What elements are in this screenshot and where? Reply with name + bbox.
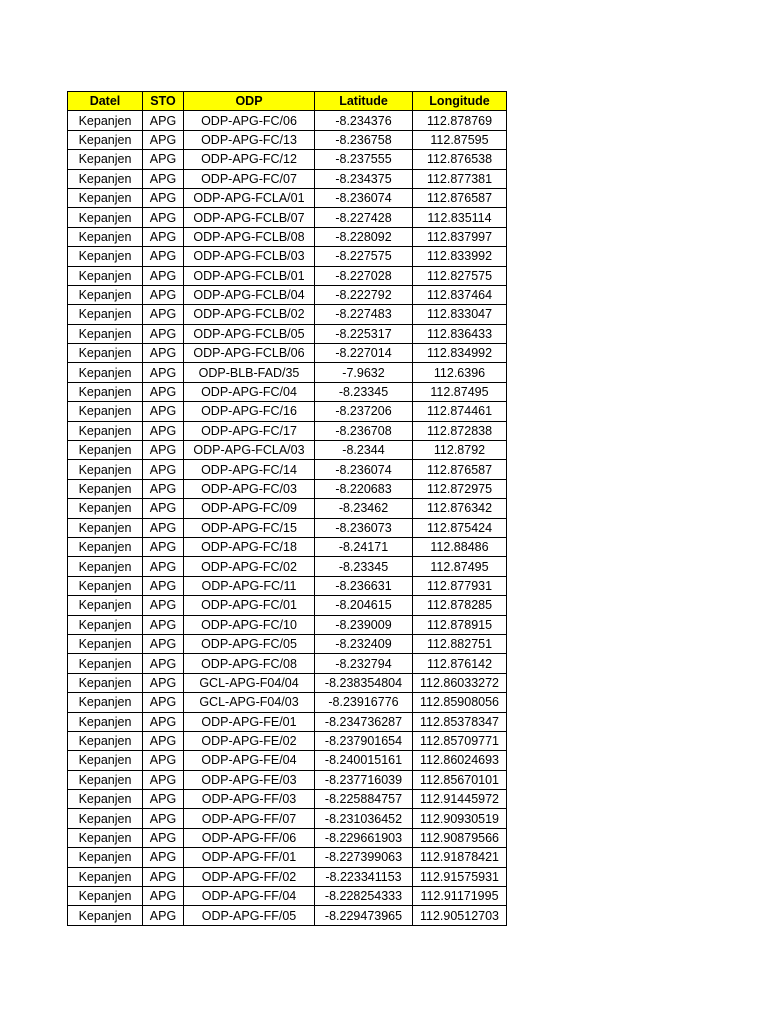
cell-sto: APG	[143, 382, 184, 401]
table-row	[68, 557, 507, 576]
cell-longitude: 112.876538	[413, 150, 507, 169]
cell-longitude: 112.90512703	[413, 906, 507, 925]
cell-longitude: 112.874461	[413, 402, 507, 421]
cell-odp: ODP-APG-FC/08	[184, 654, 315, 673]
cell-longitude: 112.837464	[413, 285, 507, 304]
cell-datel: Kepanjen	[68, 654, 143, 673]
table-row	[68, 518, 507, 537]
cell-longitude: 112.87595	[413, 130, 507, 149]
cell-longitude: 112.833992	[413, 247, 507, 266]
cell-latitude: -8.23916776	[315, 693, 413, 712]
cell-sto: APG	[143, 169, 184, 188]
table-row	[68, 654, 507, 673]
cell-odp: ODP-BLB-FAD/35	[184, 363, 315, 382]
cell-latitude: -8.225317	[315, 324, 413, 343]
cell-longitude: 112.827575	[413, 266, 507, 285]
cell-sto: APG	[143, 537, 184, 556]
odp-location-table	[67, 91, 507, 926]
cell-odp: ODP-APG-FE/03	[184, 770, 315, 789]
cell-odp: ODP-APG-FC/02	[184, 557, 315, 576]
table-row	[68, 576, 507, 595]
cell-longitude: 112.872838	[413, 421, 507, 440]
cell-longitude: 112.836433	[413, 324, 507, 343]
cell-sto: APG	[143, 324, 184, 343]
cell-longitude: 112.835114	[413, 208, 507, 227]
cell-latitude: -8.228254333	[315, 887, 413, 906]
cell-datel: Kepanjen	[68, 518, 143, 537]
header-row	[68, 92, 507, 111]
cell-datel: Kepanjen	[68, 460, 143, 479]
cell-latitude: -8.23345	[315, 557, 413, 576]
cell-datel: Kepanjen	[68, 693, 143, 712]
table-row	[68, 305, 507, 324]
cell-odp: ODP-APG-FC/16	[184, 402, 315, 421]
cell-odp: ODP-APG-FCLB/06	[184, 344, 315, 363]
cell-latitude: -8.227575	[315, 247, 413, 266]
table-row	[68, 363, 507, 382]
table-row	[68, 887, 507, 906]
cell-latitude: -8.236758	[315, 130, 413, 149]
column-header-latitude: Latitude	[315, 92, 413, 111]
cell-odp: ODP-APG-FC/01	[184, 596, 315, 615]
cell-latitude: -8.223341153	[315, 867, 413, 886]
cell-longitude: 112.91171995	[413, 887, 507, 906]
cell-datel: Kepanjen	[68, 848, 143, 867]
cell-datel: Kepanjen	[68, 790, 143, 809]
cell-sto: APG	[143, 848, 184, 867]
cell-sto: APG	[143, 693, 184, 712]
cell-longitude: 112.85709771	[413, 731, 507, 750]
table-row	[68, 906, 507, 925]
cell-datel: Kepanjen	[68, 828, 143, 847]
cell-datel: Kepanjen	[68, 499, 143, 518]
cell-sto: APG	[143, 673, 184, 692]
cell-sto: APG	[143, 731, 184, 750]
cell-datel: Kepanjen	[68, 227, 143, 246]
cell-datel: Kepanjen	[68, 208, 143, 227]
cell-latitude: -8.220683	[315, 479, 413, 498]
cell-latitude: -8.237206	[315, 402, 413, 421]
cell-odp: ODP-APG-FF/07	[184, 809, 315, 828]
cell-latitude: -8.222792	[315, 285, 413, 304]
cell-latitude: -8.204615	[315, 596, 413, 615]
table-row	[68, 324, 507, 343]
cell-sto: APG	[143, 615, 184, 634]
cell-datel: Kepanjen	[68, 557, 143, 576]
table-row	[68, 634, 507, 653]
cell-sto: APG	[143, 111, 184, 130]
table-row	[68, 344, 507, 363]
cell-odp: ODP-APG-FCLB/01	[184, 266, 315, 285]
cell-sto: APG	[143, 770, 184, 789]
cell-sto: APG	[143, 751, 184, 770]
cell-odp: ODP-APG-FC/12	[184, 150, 315, 169]
cell-odp: GCL-APG-F04/04	[184, 673, 315, 692]
cell-odp: ODP-APG-FCLB/08	[184, 227, 315, 246]
cell-datel: Kepanjen	[68, 887, 143, 906]
cell-sto: APG	[143, 441, 184, 460]
cell-longitude: 112.834992	[413, 344, 507, 363]
cell-odp: ODP-APG-FC/13	[184, 130, 315, 149]
cell-sto: APG	[143, 402, 184, 421]
cell-latitude: -8.23345	[315, 382, 413, 401]
cell-odp: ODP-APG-FC/14	[184, 460, 315, 479]
cell-sto: APG	[143, 247, 184, 266]
cell-longitude: 112.882751	[413, 634, 507, 653]
cell-latitude: -8.227014	[315, 344, 413, 363]
table-row	[68, 150, 507, 169]
table-row	[68, 169, 507, 188]
cell-longitude: 112.85908056	[413, 693, 507, 712]
cell-datel: Kepanjen	[68, 402, 143, 421]
cell-sto: APG	[143, 712, 184, 731]
table-row	[68, 227, 507, 246]
cell-longitude: 112.8792	[413, 441, 507, 460]
cell-datel: Kepanjen	[68, 421, 143, 440]
table-row	[68, 208, 507, 227]
cell-datel: Kepanjen	[68, 363, 143, 382]
cell-sto: APG	[143, 867, 184, 886]
cell-datel: Kepanjen	[68, 305, 143, 324]
cell-latitude: -8.232794	[315, 654, 413, 673]
cell-datel: Kepanjen	[68, 130, 143, 149]
cell-longitude: 112.91445972	[413, 790, 507, 809]
cell-latitude: -8.227483	[315, 305, 413, 324]
table-row	[68, 285, 507, 304]
cell-latitude: -8.23462	[315, 499, 413, 518]
cell-longitude: 112.91575931	[413, 867, 507, 886]
cell-odp: ODP-APG-FCLA/01	[184, 188, 315, 207]
cell-latitude: -8.237716039	[315, 770, 413, 789]
cell-odp: GCL-APG-F04/03	[184, 693, 315, 712]
table-row	[68, 537, 507, 556]
table-row	[68, 693, 507, 712]
cell-longitude: 112.85670101	[413, 770, 507, 789]
cell-datel: Kepanjen	[68, 712, 143, 731]
cell-latitude: -8.232409	[315, 634, 413, 653]
cell-longitude: 112.876342	[413, 499, 507, 518]
cell-odp: ODP-APG-FC/05	[184, 634, 315, 653]
cell-latitude: -8.2344	[315, 441, 413, 460]
cell-sto: APG	[143, 596, 184, 615]
cell-odp: ODP-APG-FC/07	[184, 169, 315, 188]
cell-sto: APG	[143, 518, 184, 537]
cell-latitude: -8.239009	[315, 615, 413, 634]
cell-datel: Kepanjen	[68, 867, 143, 886]
cell-datel: Kepanjen	[68, 285, 143, 304]
cell-odp: ODP-APG-FCLB/02	[184, 305, 315, 324]
cell-odp: ODP-APG-FF/05	[184, 906, 315, 925]
cell-sto: APG	[143, 809, 184, 828]
cell-sto: APG	[143, 188, 184, 207]
cell-longitude: 112.88486	[413, 537, 507, 556]
cell-datel: Kepanjen	[68, 809, 143, 828]
table-row	[68, 111, 507, 130]
cell-sto: APG	[143, 421, 184, 440]
table-body	[68, 111, 507, 925]
cell-odp: ODP-APG-FE/02	[184, 731, 315, 750]
cell-longitude: 112.87495	[413, 557, 507, 576]
table-row	[68, 615, 507, 634]
table-row	[68, 441, 507, 460]
table-row	[68, 712, 507, 731]
cell-sto: APG	[143, 654, 184, 673]
table-row	[68, 188, 507, 207]
cell-sto: APG	[143, 557, 184, 576]
cell-longitude: 112.86024693	[413, 751, 507, 770]
cell-odp: ODP-APG-FC/03	[184, 479, 315, 498]
cell-latitude: -8.236708	[315, 421, 413, 440]
table-row	[68, 130, 507, 149]
cell-sto: APG	[143, 887, 184, 906]
cell-odp: ODP-APG-FCLB/04	[184, 285, 315, 304]
cell-latitude: -8.24171	[315, 537, 413, 556]
cell-datel: Kepanjen	[68, 169, 143, 188]
cell-odp: ODP-APG-FF/04	[184, 887, 315, 906]
cell-sto: APG	[143, 305, 184, 324]
cell-datel: Kepanjen	[68, 247, 143, 266]
cell-odp: ODP-APG-FC/11	[184, 576, 315, 595]
cell-odp: ODP-APG-FF/02	[184, 867, 315, 886]
table-row	[68, 731, 507, 750]
cell-odp: ODP-APG-FC/17	[184, 421, 315, 440]
cell-odp: ODP-APG-FE/01	[184, 712, 315, 731]
cell-latitude: -8.227428	[315, 208, 413, 227]
cell-datel: Kepanjen	[68, 576, 143, 595]
cell-longitude: 112.876587	[413, 188, 507, 207]
cell-longitude: 112.837997	[413, 227, 507, 246]
cell-longitude: 112.877931	[413, 576, 507, 595]
cell-latitude: -8.236073	[315, 518, 413, 537]
table-row	[68, 828, 507, 847]
cell-datel: Kepanjen	[68, 615, 143, 634]
cell-odp: ODP-APG-FC/10	[184, 615, 315, 634]
cell-latitude: -8.236074	[315, 460, 413, 479]
table-row	[68, 421, 507, 440]
cell-longitude: 112.6396	[413, 363, 507, 382]
cell-datel: Kepanjen	[68, 596, 143, 615]
cell-sto: APG	[143, 150, 184, 169]
cell-datel: Kepanjen	[68, 751, 143, 770]
cell-longitude: 112.878285	[413, 596, 507, 615]
column-header-longitude: Longitude	[413, 92, 507, 111]
cell-latitude: -8.234375	[315, 169, 413, 188]
table-row	[68, 402, 507, 421]
cell-longitude: 112.876142	[413, 654, 507, 673]
cell-datel: Kepanjen	[68, 770, 143, 789]
cell-sto: APG	[143, 479, 184, 498]
cell-odp: ODP-APG-FC/04	[184, 382, 315, 401]
cell-longitude: 112.877381	[413, 169, 507, 188]
cell-sto: APG	[143, 828, 184, 847]
cell-datel: Kepanjen	[68, 634, 143, 653]
cell-datel: Kepanjen	[68, 906, 143, 925]
cell-odp: ODP-APG-FF/03	[184, 790, 315, 809]
cell-latitude: -8.229473965	[315, 906, 413, 925]
cell-datel: Kepanjen	[68, 344, 143, 363]
cell-latitude: -8.228092	[315, 227, 413, 246]
cell-odp: ODP-APG-FCLB/07	[184, 208, 315, 227]
cell-datel: Kepanjen	[68, 479, 143, 498]
cell-datel: Kepanjen	[68, 150, 143, 169]
cell-latitude: -7.9632	[315, 363, 413, 382]
cell-sto: APG	[143, 285, 184, 304]
cell-latitude: -8.227028	[315, 266, 413, 285]
cell-datel: Kepanjen	[68, 324, 143, 343]
cell-datel: Kepanjen	[68, 266, 143, 285]
cell-latitude: -8.240015161	[315, 751, 413, 770]
column-header-odp: ODP	[184, 92, 315, 111]
table-row	[68, 596, 507, 615]
cell-odp: ODP-APG-FCLB/03	[184, 247, 315, 266]
cell-longitude: 112.833047	[413, 305, 507, 324]
cell-longitude: 112.87495	[413, 382, 507, 401]
cell-longitude: 112.872975	[413, 479, 507, 498]
table-row	[68, 266, 507, 285]
table-row	[68, 770, 507, 789]
cell-latitude: -8.236631	[315, 576, 413, 595]
cell-latitude: -8.236074	[315, 188, 413, 207]
cell-latitude: -8.237901654	[315, 731, 413, 750]
table-row	[68, 867, 507, 886]
cell-longitude: 112.86033272	[413, 673, 507, 692]
cell-longitude: 112.90879566	[413, 828, 507, 847]
cell-sto: APG	[143, 499, 184, 518]
cell-sto: APG	[143, 363, 184, 382]
cell-sto: APG	[143, 460, 184, 479]
cell-longitude: 112.91878421	[413, 848, 507, 867]
cell-datel: Kepanjen	[68, 188, 143, 207]
cell-odp: ODP-APG-FF/06	[184, 828, 315, 847]
cell-longitude: 112.876587	[413, 460, 507, 479]
table-row	[68, 479, 507, 498]
column-header-sto: STO	[143, 92, 184, 111]
cell-datel: Kepanjen	[68, 382, 143, 401]
cell-latitude: -8.229661903	[315, 828, 413, 847]
table-row	[68, 809, 507, 828]
cell-sto: APG	[143, 576, 184, 595]
cell-latitude: -8.234376	[315, 111, 413, 130]
cell-sto: APG	[143, 790, 184, 809]
cell-odp: ODP-APG-FC/09	[184, 499, 315, 518]
cell-datel: Kepanjen	[68, 441, 143, 460]
column-header-datel: Datel	[68, 92, 143, 111]
cell-odp: ODP-APG-FCLA/03	[184, 441, 315, 460]
cell-longitude: 112.90930519	[413, 809, 507, 828]
table-row	[68, 848, 507, 867]
cell-sto: APG	[143, 266, 184, 285]
cell-odp: ODP-APG-FE/04	[184, 751, 315, 770]
cell-odp: ODP-APG-FC/15	[184, 518, 315, 537]
table-row	[68, 460, 507, 479]
cell-latitude: -8.227399063	[315, 848, 413, 867]
cell-latitude: -8.234736287	[315, 712, 413, 731]
table-row	[68, 673, 507, 692]
cell-odp: ODP-APG-FF/01	[184, 848, 315, 867]
cell-datel: Kepanjen	[68, 111, 143, 130]
cell-longitude: 112.878915	[413, 615, 507, 634]
cell-odp: ODP-APG-FC/18	[184, 537, 315, 556]
table-row	[68, 382, 507, 401]
cell-latitude: -8.238354804	[315, 673, 413, 692]
cell-sto: APG	[143, 906, 184, 925]
cell-datel: Kepanjen	[68, 673, 143, 692]
cell-latitude: -8.231036452	[315, 809, 413, 828]
table-row	[68, 751, 507, 770]
cell-datel: Kepanjen	[68, 731, 143, 750]
cell-sto: APG	[143, 344, 184, 363]
table-row	[68, 499, 507, 518]
cell-longitude: 112.85378347	[413, 712, 507, 731]
cell-sto: APG	[143, 634, 184, 653]
cell-sto: APG	[143, 227, 184, 246]
cell-odp: ODP-APG-FC/06	[184, 111, 315, 130]
table-row	[68, 247, 507, 266]
cell-longitude: 112.875424	[413, 518, 507, 537]
cell-latitude: -8.237555	[315, 150, 413, 169]
cell-odp: ODP-APG-FCLB/05	[184, 324, 315, 343]
cell-latitude: -8.225884757	[315, 790, 413, 809]
table-row	[68, 790, 507, 809]
cell-sto: APG	[143, 130, 184, 149]
cell-datel: Kepanjen	[68, 537, 143, 556]
cell-longitude: 112.878769	[413, 111, 507, 130]
cell-sto: APG	[143, 208, 184, 227]
